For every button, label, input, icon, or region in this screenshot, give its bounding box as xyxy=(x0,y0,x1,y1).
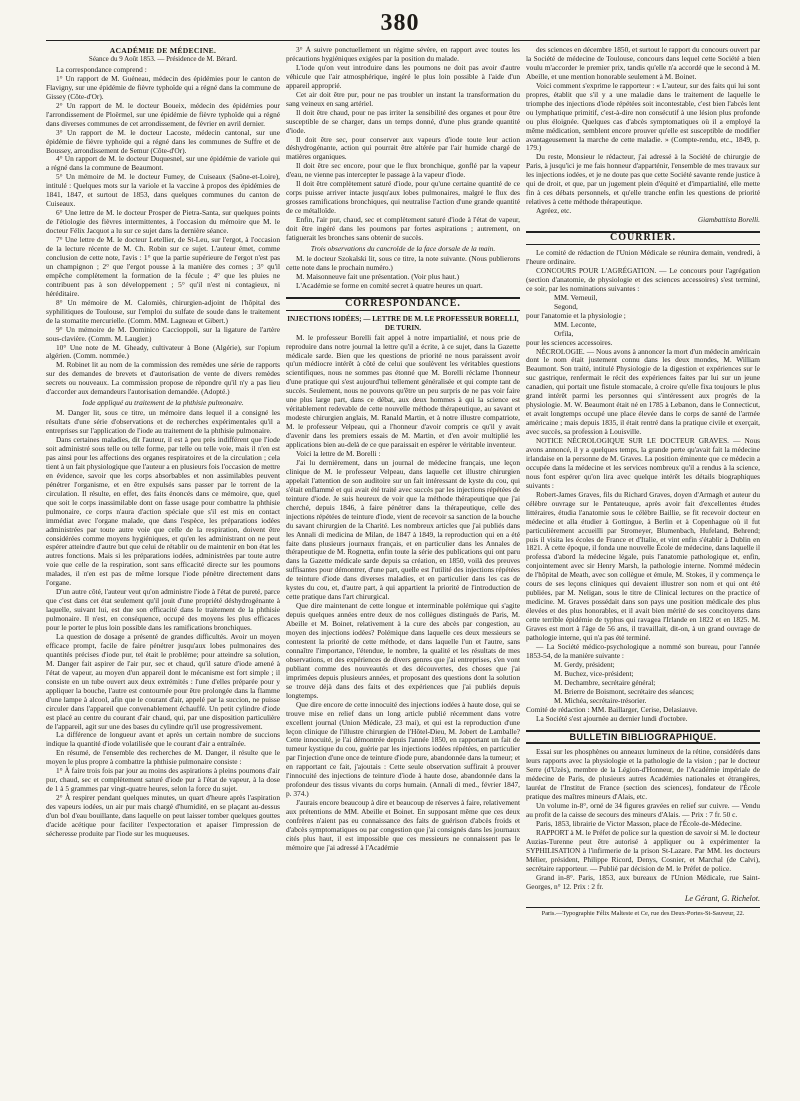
paragraph: Il doit être sec encore, pour que le flux bronchique, gonflé par la vapeur d'eau, ne vienne pas intercepter le passage à la vapeur d'iode. xyxy=(286,161,520,180)
paragraph: — La Société médico-psychologique a nommé son bureau, pour l'année 1853-54, de la manière suivante : xyxy=(526,641,760,660)
nomination: Orfila, xyxy=(554,328,574,338)
paragraph: Voici comment s'exprime le rapporteur : « L'auteur, sur des faits qui lui sont propres, établit que s'il y a une maladie dans le traitement de laquelle le triomphe des injections d'iode répétées soit incontestable, c'est bien l'abcès lent ou lymphatique primitif, c'est-à-dire non consécutif à une lésion plus profonde ou plus éloignée. Quelques cas d'abcès symptomatiques où il a employé la même médication, semblent encore prouver qu'elle est susceptible de modifier avantageusement la marche de cette maladie. » (Compte-rendu, etc., 1849, p. 179.) xyxy=(526,80,760,153)
paragraph: 10° Une note de M. Gheady, cultivateur à Bone (Algérie), sur l'opium algérien. (Comm. nommée.) xyxy=(46,342,280,361)
paragraph: Grand in-8°. Paris, 1853, aux bureaux de l'Union Médicale, rue Saint-Georges, n° 12. Prix : 2 fr. xyxy=(526,872,760,891)
nomination: MM. Leconte, xyxy=(554,319,597,329)
paragraph: La question de dosage a présenté de grandes difficultés. Avoir un moyen efficace prompt, facile de faire pénétrer jusqu'aux lobes pulmonaires des quantités précises d'iode pur, tel était le problème; pour atteindre sa solution, M. Danger fait aspirer de l'air pur, sec et chaud, qu'il sature d'iode amené à l'état de vapeur, au moyen d'un appareil dont le mécanisme est fort simple ; il consiste en un tube ouvert aux deux extrémités : l'une d'elles préparée pour y appliquer la bouche, l'autre est contournée pour être prolongée dans la flamme d'une lampe à alcool, afin que le courant d'air, appelé par la succion, ne puisse circuler dans l'appareil que convenablement échauffé. Un petit cylindre d'iode est placé au centre du courant d'air chaud, qui, par une disposition particulière de l'appareil, agit sur une des bases du cylindre qu'il use progressivement. xyxy=(46,632,280,731)
paragraph: 3° Un rapport de M. le docteur Lacoste, médecin cantonal, sur une épidémie de fièvre typhoïde qui a régné dans les communes de Suffre et de Boussey, arrondissement de Semur (Côte-d'Or). xyxy=(46,127,280,155)
session-line: Séance du 9 Août 1853. — Présidence de M. Bérard. xyxy=(88,55,238,63)
academy-title: ACADÉMIE DE MÉDECINE. xyxy=(109,46,217,55)
paragraph: NOTICE NÉCROLOGIQUE SUR LE DOCTEUR GRAVES. — Nous avons annoncé, il y a quelques temps, la grande perte qu'avait fait la médecine irlandaise en la personne de M. Graves. La position éminente que ce médecin a occupée dans la médecine et les services nombreux qu'il a rendus à la science, nous font espérer qu'on lira avec quelque intérêt les détails biographiques suivants : xyxy=(526,436,760,490)
paragraph: En résumé, de l'ensemble des recherches de M. Danger, il résulte que le moyen le plus propre à combattre la phthisie pulmonaire consiste : xyxy=(46,748,280,767)
paragraph: Il doit être sec, pour conserver aux vapeurs d'iode toute leur action déshydrogénante, action qui pourrait être altérée par l'air humide chargé de matières organiques. xyxy=(286,134,520,162)
paragraph: 2° À respirer pendant quelques minutes, un quart d'heure après l'aspiration des vapeurs iodées, un air pur mais chargé d'humidité, en se plaçant au-dessus d'un bol d'eau bouillante, dans laquelle on peut laisser tomber quelques gouttes d'acide acétique pour faciliter l'expectoration et apaiser l'impression de sécheresse produite par l'iode sur les muqueuses. xyxy=(46,793,280,838)
paragraph: 2° Un rapport de M. le docteur Boueix, médecin des épidémies pour l'arrondissement de Ploërmel, sur une épidémie de fièvre typhoïde qui a régné dans diverses communes de cet arrondissement, de février en avril dernier. xyxy=(46,100,280,128)
letter-signature: Giambattista Borelli. xyxy=(697,215,760,225)
printer-line: Paris.—Typographie Félix Malteste et Ce, rue des Deux-Portes-St-Sauveur, 22. xyxy=(541,909,745,917)
footer-rule xyxy=(526,907,760,908)
column-2 xyxy=(286,46,520,1086)
paragraph: Que dire maintenant de cette longue et interminable polémique qui s'agite depuis quelques années entre deux de nos collègues distingués de Paris, M. Abeille et M. Boinet, relativement à la cure des abcès par congestion, au moyen des injections iodées? Polémique dans laquelle ces deux messieurs se contestent la priorité de cette méthode, et dans laquelle l'un et l'autre, sans connaître l'importance, l'étendue, le nombre, la qualité et les résultats de mes observations, et des expériences de divers genres que j'ai entreprises, s'en vont publiant comme des nouveautés et des découvertes, des choses que j'ai imprimées depuis plusieurs années, et proposant des questions dont la solution se trouve déjà dans des faits et des expériences que j'ai publiés depuis longtemps. xyxy=(286,601,520,700)
bureau-member: M. Brierre de Boismont, secrétaire des séances; xyxy=(554,686,694,696)
paragraph: Il doit être chaud, pour ne pas irriter la sensibilité des organes et pour être susceptible de se charger, dans un temps donné, d'une plus grande quantité d'iode. xyxy=(286,107,520,135)
paragraph: Du reste, Monsieur le rédacteur, j'ai adressé à la Société de chirurgie de Paris, à jusqu'ici je me fais honneur d'apparténir, l'ensemble de mes travaux sur les injections iodées, et je ne doute pas que cette Société savante rende justice à qui de droit, et que, par un jugement plein d'équité et d'impartialité, elle mette fin à ces débats personnels, et qu'elle tranche enfin les questions de priorité relatives à cette méthode thérapeutique. xyxy=(526,152,760,207)
paragraph: NÉCROLOGIE. — Nous avons à annoncer la mort d'un médecin américain dont le nom était justement connu dans les deux mondes, M. William Beaumont. Son traité, intitulé Physiologie de la digestion et expériences sur le suc gastrique, renfermait le récit des expériences faites par lui sur un jeune canadien, qui portait une fistule stomacale, à croire qu'elle fixa toujours le plus grand intérêt parmi les personnes qui s'intéressent aux progrès de la physiologie. M. W. Beaumont était né en 1785 à Lebanon, dans le Connecticut, et avait longtemps occupé une place élevée dans le corps de santé de l'armée américaine ; mais depuis 1835, il était rentré dans la pratique civile et exerçait, avec succès, sa profession à Louisville. xyxy=(526,346,760,437)
bureau-member: M. Dechambre, secrétaire général; xyxy=(554,677,656,687)
paragraph: Dans certaines maladies, dit l'auteur, il est à peu près indifférent que l'iode soit administré sous telle ou telle forme, par telle ou telle voie, mais il n'en est pas ainsi pour les affections des organes respiratoires et de la circulation ; cela tient à un fait physiologique que l'auteur a en plusieurs fois l'occasion de mettre en évidence, savoir que les corps absorbables et non assimilables peuvent pénétrer l'organisme, et en être expulsés sans passer par le torrent de la circulation. Il résulte, en effet, des faits énoncés dans ce mémoire, que, quel que soit le corps inassimilable dont on fasse usage pour combattre la phthisie pulmonaire, ce corps n'aura d'action spéciale que s'il est mis en contact immédiat avec l'organe malade, que dans l'espèce, les préparations iodées administrées par toute autre voie que celle de la respiration, doivent être considérées comme moyens hygiéniques, et qu'en les administrant on ne peut espérer atteindre d'autre but que celui de rétablir ou de maintenir en bon état les autres fonctions. Mais si les préparations iodées, administrées par toute autre voie que celle de la respiration, sont sans efficacité directe sur les poumons malades, il n'en est pas de même lorsque l'iode pénètre directement dans l'organe. xyxy=(46,435,280,588)
paragraph: Il doit être complètement saturé d'iode, pour qu'une certaine quantité de ce corps puisse arriver intacte jusqu'aux lobes pulmonaires, malgré le flux des grosses ramifications bronchiques, qui neutralise l'action d'une grande quantité de ce métalloïde. xyxy=(286,179,520,216)
nomination-tail: pour les sciences accessoires. xyxy=(526,337,613,347)
paragraph: Robert-James Graves, fils du Richard Graves, doyen d'Armagh et auteur du célèbre ouvrage sur le Pentateuque, après avoir fait d'excellentes études littéraires, étudia l'anatomie sous le célèbre Baillie, se fit recevoir docteur en médecine et alla étudier à Gottingue, à Berlin et à Copenhague où il fut particulièrement accueilli par Stromeyer, Blumenbach, Hufeland, Behrend; puis il visita les écoles de France et d'Italie, et vint enfin s'établir à Dublin en 1821. À cette époque, il fonda une nouvelle École de médecine, dans laquelle il professa d'abord la médecine légale, puis l'anatomie pathologique et, enfin, conjointement avec sir Henry Marsh, la pathologie interne. Nommé médecin de l'hôpital de Meath, avec son collègue et émule, M. Stokes, il y commença le cours de ses leçons cliniques qui devaient illustrer son nom et qui ont été publiées, par M. Neligan, sous le titre de Clinical lectures on the practice of medicine. M. Graves possédait dans son pays une position médicale des plus élevées et des plus honorables, et il avait bien mérité de ses concitoyens dans cette terrible épidémie de typhus qui ravagea l'Irlande en 1822 et en 1825. M. Graves est mort à l'âge de 56 ans, il travaillait, dit-on, à un grand ouvrage de pathologie interne, qui n'a pas été terminé. xyxy=(526,489,760,642)
paragraph: 6° Une lettre de M. le docteur Prosper de Pietra-Santa, sur quelques points de l'étiologie des fièvres intermittentes, à l'occasion du mémoire que M. le docteur Félix Jacquot a lu sur ce sujet dans la dernière séance. xyxy=(46,208,280,236)
bureau-member: M. Buchez, vice-président; xyxy=(554,668,634,678)
paragraph: La différence de longueur avant et après un certain nombre de succions indique la quantité d'iode volatilisée que le courant d'air a entraînée. xyxy=(46,730,280,749)
paragraph: J'ai lu dernièrement, dans un journal de médecine français, une leçon clinique de M. le professeur Velpeau, dans laquelle cet illustre chirurgien appelait l'attention de son auditoire sur un fait intéressant de kyste du cou, qui s'était enflammé et qui avait été traité avec succès par les injections répétées de teinture d'iode. Je suis heureux de voir que la méthode thérapeutique que j'ai cherché, depuis 1846, à faire pénétrer dans la thérapeutique, celle des injections répétées de teinture d'iode, vient de recevoir sa sanction de la bouche du savant chirurgien de la Charité. Les nombreux articles que j'ai publiés dans les Annali di medicina de Milan, de 1847 à 1849, la reproduction qui en a été faite dans plusieurs journaux français, et en particulier dans les Annales de thérapeutique de M. Rognetta, enfin toute la série des publications qui ont paru dans la Gazette médicale sarde depuis sa création, en 1850, voilà des preuves suffisantes pour démontrer, d'une part, quelle est l'utilité des injections répétées de teinture d'iode dans diverses maladies, et en particulier dans les cas de kystes du cou, et, d'autre part, à qui appartient la priorité de l'introduction de cette pratique dans l'art chirurgical. xyxy=(286,457,520,602)
paragraph: M. Maisonneuve fait une présentation. (Voir plus haut.) xyxy=(296,271,460,281)
paragraph: des sciences en décembre 1850, et surtout le rapport du concours ouvert par la Société de médecine de Toulouse, concours dans lequel cette Société a bien voulu m'accorder le premier prix, tandis qu'elle n'a accordé que le second à M. Abeille, et une mention honorable seulement à M. Boinet. xyxy=(526,46,760,81)
paragraph: 8° Un mémoire de M. Calomiès, chirurgien-adjoint de l'hôpital des syphilitiques de Toulouse, sur l'emploi du sulfate de soude dans le traitement de la stomatite mercurielle. (Comm. MM. Lagneau et Gibert.) xyxy=(46,297,280,325)
paragraph: L'iode qu'on veut introduire dans les poumons ne doit pas avoir d'autre véhicule que l'air atmosphérique, ingéré le plus loin possible à l'aide d'un appareil approprié. xyxy=(286,62,520,90)
paragraph: Un volume in-8°, orné de 34 figures gravées en relief sur cuivre. — Vendu au profit de la caisse de secours des mineurs d'Alais. — Prix : 7 fr. 50 c. xyxy=(526,801,760,820)
paragraph: Le comité de rédaction de l'Union Médicale se réunira demain, vendredi, à l'heure ordinaire. xyxy=(526,248,760,266)
correspondance-heading: CORRESPONDANCE. xyxy=(286,297,520,311)
courrier-heading: COURRIER. xyxy=(526,231,760,245)
letter-title: INJECTIONS IODÉES; — LETTRE DE M. LE PROFESSEUR BORELLI, DE TURIN. xyxy=(287,314,519,332)
bureau-member: M. Gerdy, président; xyxy=(554,659,615,669)
paragraph: M. le professeur Borelli fait appel à notre impartialité, et nous prie de reproduire dans notre journal la lettre qu'il a écrite, à ce sujet, dans la Gazette médicale sarde. Bien que les questions de priorité ne nous paraissent avoir qu'un médiocre intérêt à côté de celui que soulèvent les véritables questions scientifiques, nous ne sommes pas étonné que M. Borelli réclame l'honneur d'une pratique qui s'est aujourd'hui tellement généralisée et qui compte tant de succès. Seulement, nous ne pouvons qu'être un peu surpris de ne pas voir faire une plus large part, dans ce débat, aux deux hommes à qui la science est véritablement redevable de cette nouvelle méthode thérapeutique, au savant et modeste chirurgien anglais, M. Ranald Martin, et à notre illustre compatriote, M. le professeur Velpeau, qui a l'honneur d'avoir compris ce qu'il y avait d'avenir dans les premiers essais de M. Martin, et d'en avoir multiplié les applications bien au-delà de ce que paraissait en espérer le véritable inventeur. xyxy=(286,332,520,450)
paragraph: L'Académie se forme en comité secret à quatre heures un quart. xyxy=(296,280,483,290)
paragraph: 5° Un mémoire de M. le docteur Fumey, de Cuiseaux (Saône-et-Loire), intitulé : Quelques mots sur la variole et la vaccine à propos des épidémies de 1841, 1847, et surtout de 1853, dans quelques communes du canton de Cuiseaux. xyxy=(46,172,280,209)
paragraph: La correspondance comprend : xyxy=(56,64,147,74)
paragraph: CONCOURS POUR L'AGRÉGATION. — Le concours pour l'agrégation (section d'anatomie, de physiologie et des sciences accessoires) s'est terminé, ce soir, par les nominations suivantes : xyxy=(526,265,760,293)
nomination: Segond, xyxy=(554,301,578,311)
paragraph: Paris, 1853, librairie de Victor Masson, place de l'École-de-Médecine. xyxy=(536,819,742,829)
paragraph: Essai sur les phosphènes ou anneaux lumineux de la rétine, considérés dans leurs rapports avec la physiologie et la pathologie de la vision ; par le docteur Serre (d'Uzès), membre de la Légion-d'Honneur, de l'Académie impériale de médecine de Paris, de plusieurs autres Académies nationales et étrangères, lauréat de l'Institut de France (section des sciences), fondateur de l'École pratique des maîtres mineurs d'Alais, etc. xyxy=(526,747,760,802)
nomination-tail: pour l'anatomie et la physiologie ; xyxy=(526,310,626,320)
paragraph: Voici la lettre de M. Borelli : xyxy=(296,448,381,458)
paragraph: J'aurais encore beaucoup à dire et beaucoup de réserves à faire, relativement aux prétentions de MM. Abeille et Boinet. En supposant même que ces deux confrères n'aient pas eu connaissance des faits de guérison d'abcès froids et d'abcès symptomatiques ou par congestion que j'ai consignés dans les journaux cités plus haut, il est impossible que ces messieurs ne connaissent pas le mémoire que j'ai adressé à l'Académie xyxy=(286,798,520,852)
bureau-tail: Comité de rédaction : MM. Baillarger, Cerise, Delasiauve. xyxy=(526,704,698,714)
page-number: 380 xyxy=(380,10,420,36)
cancroid-title: Trois observations du cancroïde de la face dorsale de la main. xyxy=(310,243,496,253)
gerant-signature: Le Gérant, G. Richelot. xyxy=(684,893,760,903)
paragraph: 4° Un rapport de M. le docteur Duquesnel, sur une épidémie de variole qui a régné dans la commune de Beaumont. xyxy=(46,154,280,173)
paragraph: M. le docteur Szokalski lit, sous ce titre, la note suivante. (Nous publierons cette note dans le prochain numéro.) xyxy=(286,253,520,272)
paragraph: D'un autre côté, l'auteur veut qu'on administre l'iode à l'état de pureté, parce que c'est dans cet état seulement qu'il jouit d'une propriété déshydrogénante à laquelle, suivant lui, est due son efficacité dans le traitement de la phthisie pulmonaire. Il n'est, en conséquence, occupé des moyens les plus efficaces pour le porter le plus loin possible dans les ramifications bronchiques. xyxy=(46,587,280,633)
bulletin-heading: BULLETIN BIBLIOGRAPHIQUE. xyxy=(526,730,760,745)
column-1 xyxy=(46,46,280,1086)
paragraph: Que dire encore de cette innocuité des injections iodées à haute dose, qui se trouve mise en relief dans un long article publié récemment dans votre excellent journal (Union Médicale, 23 mai), et qui est la reproduction d'une leçon clinique de l'illustre chirurgien de l'Hôtel-Dieu, M. Jobert de Lamballe? Cette innocuité, je l'ai démontrée depuis l'année 1850, en rapportant un fait de tumeur kystique du cou, guérie par les injections iodées répétées, en particulier par l'injection d'une once de teinture d'iode pure, abandonnée dans la tumeur; et en rapportant ce fait, j'ajoutais : Cette seule observation suffirait à prouver l'innocuité des injections de teinture d'iode à haute dose, abandonnée dans la profondeur des tissus vivants du corps humain. (Annali di med., février 1847, p. 374.) xyxy=(286,699,520,799)
iodine-section-title: Iode appliqué au traitement de la phthisie pulmonaire. xyxy=(82,398,244,408)
paragraph: M. Robinet lit au nom de la commission des remèdes une série de rapports sur des demandes de brevets et d'autorisation de vente de divers remèdes secrets ou nouveaux. La commission propose de répondre qu'il n'y a pas lieu d'accorder aux demandeurs l'autorisation demandée. (Adopté.) xyxy=(46,360,280,397)
paragraph: RAPPORT à M. le Préfet de police sur la question de savoir si M. le docteur Auzias-Turenne peut être autorisé à appliquer ou à expérimenter la SYPHILISATION à l'infirmerie de la prison St-Lazare. Par MM. les docteurs Mélier, président, Philippe Ricord, Denys, Cosnier, et Marchal (de Calvi), secrétaire rapporteur. — Publié par décision de M. le Préfet de police. xyxy=(526,828,760,873)
closing-line: Agréez, etc. xyxy=(536,206,572,216)
paragraph: 3° À suivre ponctuellement un régime sévère, en rapport avec toutes les précautions hygiéniques exigées par la position du malade. xyxy=(286,46,520,63)
nomination: MM. Verneuil, xyxy=(554,292,598,302)
paragraph: Cet air doit être pur, pour ne pas troubler un instant la transformation du sang veineux en sang artériel. xyxy=(286,89,520,108)
paragraph: 1° Un rapport de M. Guéneau, médecin des épidémies pour le canton de Flavigny, sur une épidémie de fièvre typhoïde qui a régné dans la commune de Gissey (Côte-d'Or). xyxy=(46,73,280,101)
paragraph: 7° Une lettre de M. le docteur Letellier, de St-Leu, sur l'ergot, à l'occasion de la lecture récente de M. Ch. Robin sur ce sujet. L'auteur émet, comme conclusion de cette note, l'avis : 1° que la partie supérieure de l'ergot n'est pas un champignon ; 2° que l'ergot pousse à la manière des cornes ; 3° qu'il empêche complètement la formation de la fécule ; 4° que les pluies ne contribuent pas à son développement ; 5° qu'il n'est ni contagieux, ni héréditaire. xyxy=(46,235,280,298)
bureau-member: M. Michéa, secrétaire-trésorier. xyxy=(554,695,647,705)
paragraph: Enfin, l'air pur, chaud, sec et complètement saturé d'iode à l'état de vapeur, doit être ingéré dans les poumons par fortes aspirations ; autrement, on fatiguerait les bronches sans obtenir de succès. xyxy=(286,215,520,243)
header-rule xyxy=(46,40,760,41)
paragraph: M. Danger lit, sous ce titre, un mémoire dans lequel il a consigné les résultats d'une série d'observations et de recherches expérimentales qu'il a entreprises sur l'application de l'iode au traitement de la phthisie pulmonaire. xyxy=(46,408,280,436)
column-3 xyxy=(526,46,760,1086)
paragraph: 1° À faire trois fois par jour au moins des aspirations à pleins poumons d'air pur, chaud, sec et complètement saturé d'iode pur à l'état de vapeur, à la dose de 1 à 5 grammes par vingt-quatre heures, selon la force du sujet. xyxy=(46,766,280,794)
paragraph: La Société s'est ajournée au dernier lundi d'octobre. xyxy=(536,713,688,723)
paragraph: 9° Un mémoire de M. Dominico Caccioppoli, sur la ligature de l'artère sous-clavière. (Comm. M. Laugier.) xyxy=(46,324,280,343)
